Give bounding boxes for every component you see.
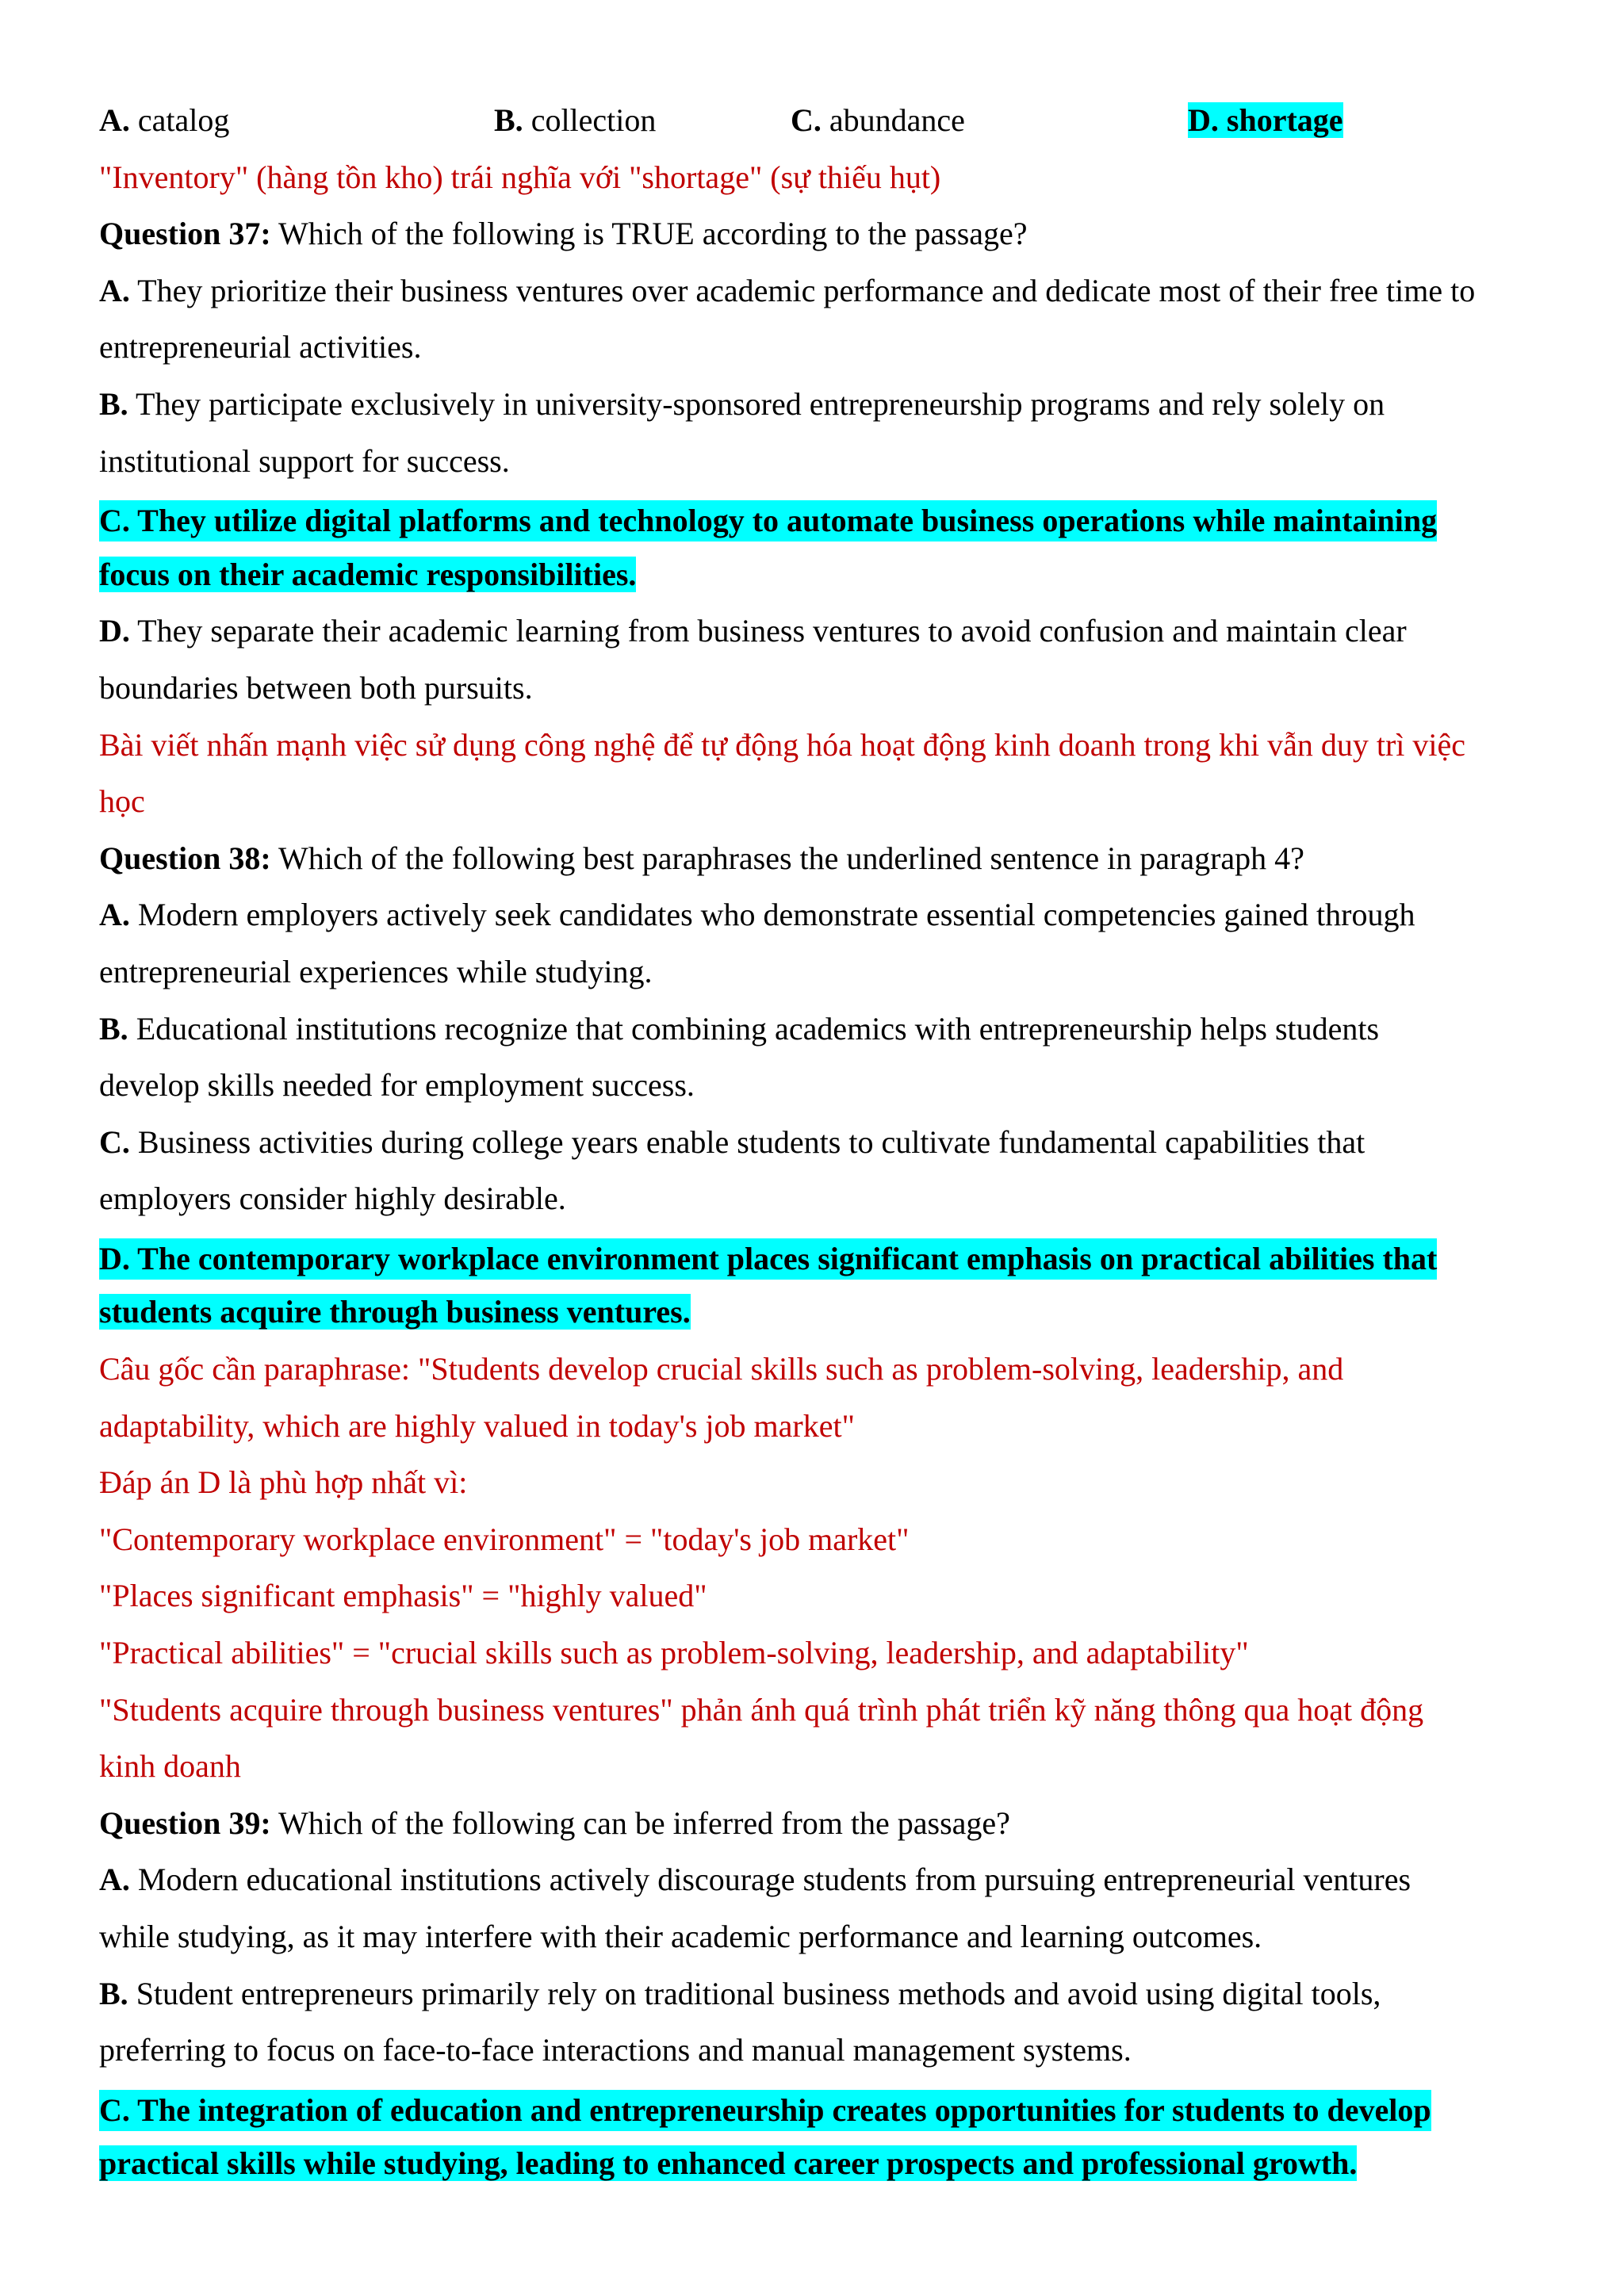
q39-question <box>99 1795 1542 1852</box>
q38-explanation-line: "Places significant emphasis" = "highly valued" <box>99 1578 707 1614</box>
q37-question <box>99 205 1542 262</box>
q37-label: Question 37: <box>99 216 271 252</box>
q38-label: Question 38: <box>99 840 271 876</box>
q36-explanation: "Inventory" (hàng tồn kho) trái nghĩa với "shortage" (sự thiếu hụt) <box>99 159 941 195</box>
q39-option-b-cont: preferring to focus on face-to-face interactions and manual management systems. <box>99 2032 1132 2068</box>
q38-option-b: B. Educational institutions recognize that combining academics with entrepreneurship helps students <box>99 1010 1380 1047</box>
q37-explanation-cont: học <box>99 783 145 820</box>
q39-label: Question 39: <box>99 1804 271 1841</box>
q36-option-c: C. abundance <box>791 102 965 138</box>
q37-option-d: D. They separate their academic learning from business ventures to avoid confusion and maintain clear <box>99 613 1407 649</box>
document-page <box>99 92 1542 2192</box>
q38-option-c-cont: employers consider highly desirable. <box>99 1181 566 1217</box>
q37-option-d-cont: boundaries between both pursuits. <box>99 669 533 706</box>
q38-explanation-line: kinh doanh <box>99 1748 241 1785</box>
q37-option-c-answer: C. They utilize digital platforms and technology to automate business operations while maintaining <box>99 489 1542 546</box>
q37-explanation: Bài viết nhấn mạnh việc sử dụng công nghệ để tự động hóa hoạt động kinh doanh trong khi vẫn duy trì việc <box>99 726 1466 763</box>
q38-question <box>99 830 1542 887</box>
q38-option-a-cont: entrepreneurial experiences while studying. <box>99 953 653 989</box>
q37-option-c-answer-cont: focus on their academic responsibilities. <box>99 556 637 592</box>
q39-option-c-answer: C. The integration of education and entrepreneurship creates opportunities for students to develop <box>99 2079 1542 2136</box>
q39-option-a: A. Modern educational institutions actively discourage students from pursuing entrepreneurial ventures <box>99 1862 1411 1898</box>
q38-explanation-line: "Contemporary workplace environment" = "today's job market" <box>99 1521 910 1557</box>
q38-explanation-line: Đáp án D là phù hợp nhất vì: <box>99 1464 468 1501</box>
q36-option-a: A. catalog <box>99 102 230 138</box>
q36-options-row <box>99 92 1542 149</box>
q38-option-c: C. Business activities during college years enable students to cultivate fundamental capabilities that <box>99 1123 1365 1160</box>
q36-option-b: B. collection <box>494 102 657 138</box>
q37-option-b-cont: institutional support for success. <box>99 442 510 479</box>
q38-explanation-line: "Students acquire through business ventures" phản ánh quá trình phát triển kỹ năng thông qua hoạt động <box>99 1691 1424 1728</box>
q37-option-b: B. They participate exclusively in university-sponsored entrepreneurship programs and rely solely on <box>99 385 1385 422</box>
q37-text: Which of the following is TRUE according to the passage? <box>270 216 1028 252</box>
q37-option-a: A. They prioritize their business ventures over academic performance and dedicate most of their free time to <box>99 272 1476 308</box>
q38-option-a: A. Modern employers actively seek candidates who demonstrate essential competencies gained through <box>99 897 1415 933</box>
q38-explanation-line: "Practical abilities" = "crucial skills such as problem-solving, leadership, and adaptability" <box>99 1635 1249 1671</box>
q38-option-d-answer-cont: students acquire through business ventures. <box>99 1294 691 1330</box>
q39-option-c-answer-cont: practical skills while studying, leading to enhanced career prospects and professional growth. <box>99 2145 1358 2182</box>
q39-option-b: B. Student entrepreneurs primarily rely on traditional business methods and avoid using digital tools, <box>99 1975 1381 2011</box>
q38-option-d-answer: D. The contemporary workplace environment places significant emphasis on practical abilities that <box>99 1227 1542 1284</box>
q38-explanation-line: adaptability, which are highly valued in today's job market" <box>99 1407 855 1444</box>
q38-option-b-cont: develop skills needed for employment success. <box>99 1067 695 1104</box>
q39-text: Which of the following can be inferred from the passage? <box>270 1804 1010 1841</box>
q38-text: Which of the following best paraphrases the underlined sentence in paragraph 4? <box>270 840 1304 876</box>
q36-option-d-answer: D. shortage <box>1188 102 1343 138</box>
q38-explanation-line: Câu gốc cần paraphrase: "Students develop crucial skills such as problem-solving, leadership, and <box>99 1351 1344 1387</box>
q37-option-a-cont: entrepreneurial activities. <box>99 329 422 365</box>
q39-option-a-cont: while studying, as it may interfere with their academic performance and learning outcomes. <box>99 1919 1262 1954</box>
